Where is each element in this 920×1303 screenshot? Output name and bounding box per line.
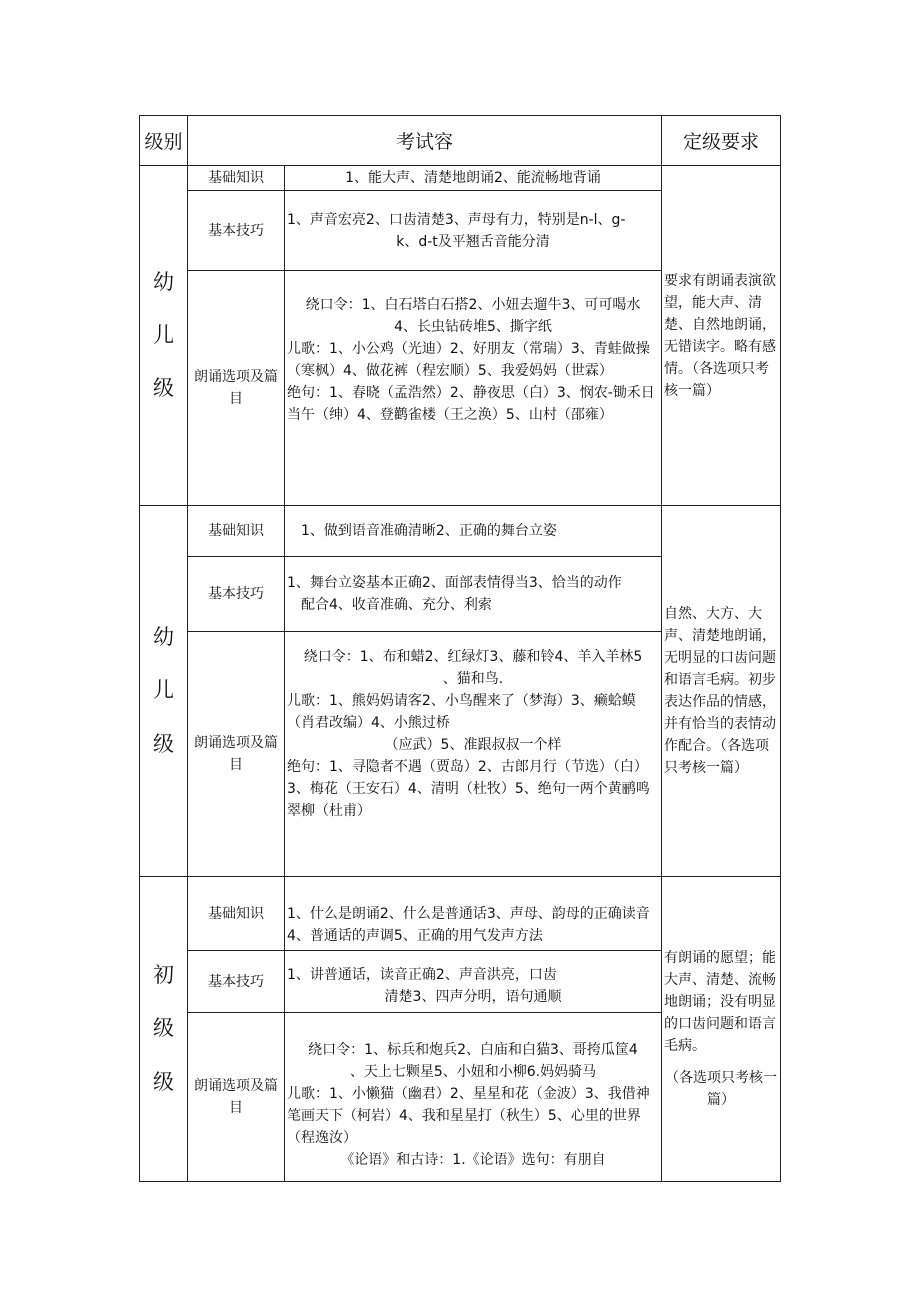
level-label (140, 166, 187, 505)
level-char: 级 (153, 731, 174, 756)
header-content: 考试容 (395, 131, 453, 153)
table-border-right (780, 115, 781, 1182)
requirement-content (662, 877, 780, 1181)
text-line: 绝句：1、春晓（孟浩然）2、静夜思（白）3、悯农-锄禾日当午（绅）4、登鹳雀楼（王之涣）5、山村（邵雍） (287, 385, 655, 423)
text-line: 儿歌：1、小懒猫（幽君）2、星星和花（金波）3、我借神笔画天下（柯岩）4、我和星星打（秋生）5、心里的世界（程逸汝） (287, 1086, 650, 1146)
text-line: 绕口令：1、标兵和炮兵2、白庙和白猫3、哥挎瓜筐4 (308, 1042, 638, 1058)
header-level: 级别 (144, 131, 183, 153)
text-line: 1、讲普通话，读音正确2、声音洪亮，口齿 (287, 967, 557, 983)
recitation-label: 朗诵选项及篇目 (194, 1078, 278, 1116)
text-line: 配合4、收音准确、充分、利索 (301, 597, 492, 613)
level-char: 级 (153, 1016, 174, 1041)
basic-knowledge-label: 基础知识 (208, 170, 264, 186)
text-line: 儿歌：1、小公鸡（光迪）2、好朋友（常瑞）3、青蛙做操（寒枫）4、做花裤（程宏顺）5、我爱妈妈（世霖） (287, 341, 650, 379)
level-char: 级 (153, 376, 174, 401)
text-line: 绕口令：1、白石塔白石搭2、小妞去遛牛3、可可喝水 (305, 297, 641, 313)
requirement-content (662, 506, 780, 876)
basic-knowledge-content: 1、做到语音准确清晰2、正确的舞台立姿 (301, 523, 557, 539)
basic-skills-content (285, 572, 661, 628)
text-line: 1、声音宏亮2、口齿清楚3、声母有力，特别是n-l、g- (287, 212, 626, 228)
text-line: 、猫和鸟. (442, 671, 504, 687)
basic-knowledge-label: 基础知识 (208, 905, 264, 922)
text-line: 、天上七颗星5、小妞和小柳6.妈妈骑马 (349, 1064, 597, 1080)
level-label (140, 877, 187, 1181)
text-line: 《论语》和古诗：1.《论语》选句：有朋自 (340, 1152, 606, 1168)
text-line: 绝句：1、寻隐者不遇（贾岛）2、古郎月行（节选）（白）3、梅花（王安石）4、清明（杜牧）5、绝句一两个黄鹂鸣翠柳（杜甫） (287, 759, 650, 819)
basic-skills-content (285, 209, 661, 269)
basic-skills-content (285, 964, 661, 1010)
level-char: 幼 (153, 269, 174, 294)
level-char: 儿 (153, 678, 174, 703)
requirement-content (662, 166, 780, 505)
table-border-bottom (139, 1181, 781, 1182)
recitation-content (285, 1039, 661, 1181)
text-line: 有朗诵的愿望；能大声、清楚、流畅地朗诵；没有明显的口齿问题和语言毛病。 (664, 950, 776, 1054)
text-line: 自然、大方、大声、清楚地朗诵，无明显的口齿问题和语言毛病。初步表达作品的情感，并有恰当的表情动作配合。（各选项只考核一篇） (664, 606, 776, 776)
text-line: 要求有朗诵表演欲望，能大声、清楚、自然地朗诵，无错读字。略有感情。（各选项只考核一篇） (664, 272, 776, 399)
text-line: 绕口令：1、布和蜡2、红绿灯3、藤和铃4、羊入羊林5 (303, 649, 643, 665)
level-char: 幼 (153, 625, 174, 650)
text-line: 1、舞台立姿基本正确2、面部表情得当3、恰当的动作 (287, 575, 622, 591)
basic-skills-label: 基本技巧 (208, 973, 264, 990)
level-char: 初 (153, 963, 174, 988)
text-line: 儿歌：1、熊妈妈请客2、小鸟醒来了（梦海）3、癞蛤蟆（肖君改编）4、小熊过桥 (287, 693, 636, 731)
basic-skills-label: 基本技巧 (208, 222, 264, 239)
level-char: 儿 (153, 322, 174, 347)
basic-knowledge-label: 基础知识 (208, 523, 264, 539)
header-requirement: 定级要求 (682, 131, 759, 153)
recitation-content (285, 294, 661, 504)
recitation-content (285, 646, 661, 874)
basic-knowledge-content: 1、什么是朗诵2、什么是普通话3、声母、韵母的正确读音4、普通话的声调5、正确的用气发声方法 (287, 906, 650, 944)
text-line: k、d-t及平翘舌音能分清 (396, 234, 550, 250)
recitation-label: 朗诵选项及篇目 (194, 369, 278, 407)
level-char: 级 (153, 1069, 174, 1094)
text-line: （应武）5、准跟叔叔一个样 (384, 737, 562, 753)
level-label (140, 506, 187, 876)
text-line: （各选项只考核一篇） (665, 1070, 777, 1108)
text-line: 4、长虫钻砖堆5、撕字纸 (394, 319, 552, 335)
basic-knowledge-content: 1、能大声、清楚地朗诵2、能流畅地背诵 (345, 170, 601, 186)
text-line: 清楚3、四声分明，语句通顺 (384, 989, 562, 1005)
recitation-label: 朗诵选项及篇目 (194, 735, 278, 773)
basic-skills-label: 基本技巧 (208, 586, 264, 602)
